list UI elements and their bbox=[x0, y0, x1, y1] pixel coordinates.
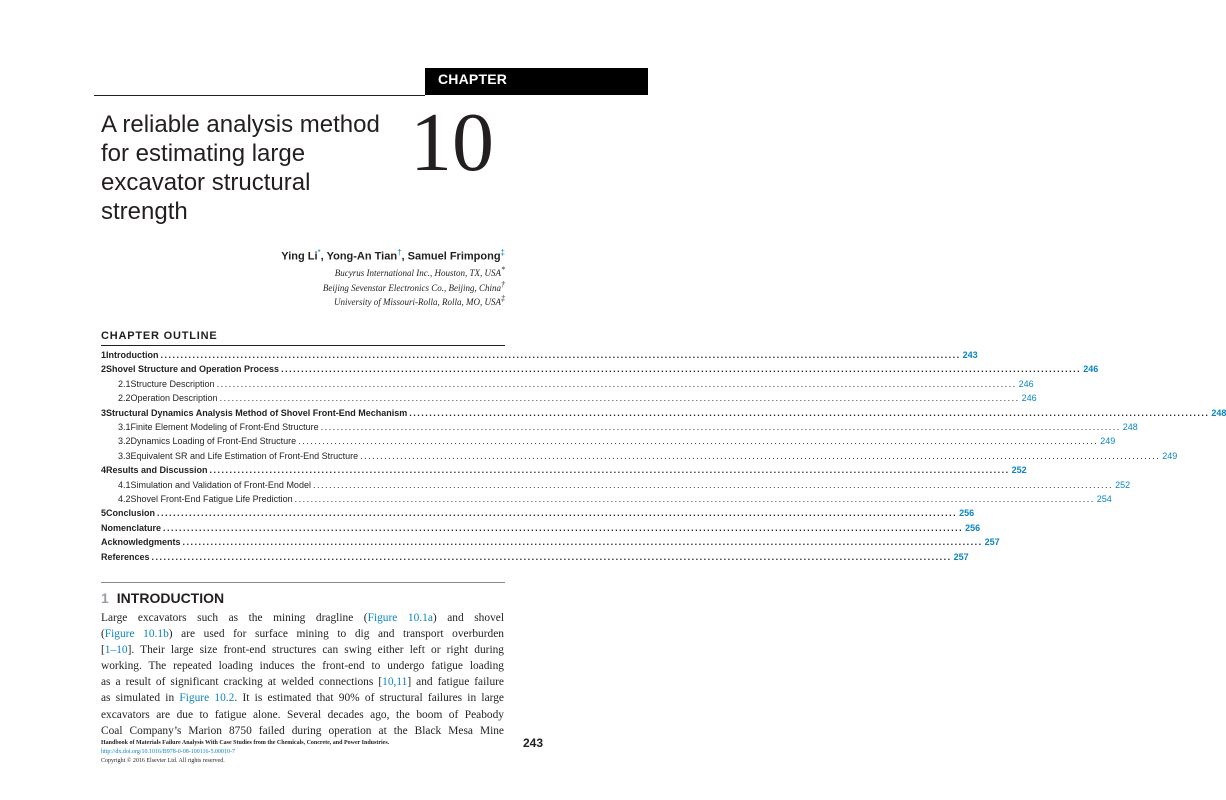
toc-page-link[interactable]: 257 bbox=[984, 537, 1000, 548]
title-line: excavator structural bbox=[101, 169, 311, 196]
title-line: strength bbox=[101, 198, 188, 225]
chapter-number: 10 bbox=[410, 96, 494, 189]
paragraph-line: Coal Company’s Marion 8750 failed during operation at the Black Mesa Mine bbox=[101, 724, 504, 737]
citation-link[interactable]: 1–10 bbox=[104, 644, 128, 657]
citation-link[interactable]: 10,11 bbox=[382, 676, 408, 689]
citation-link[interactable]: Figure 10.1b bbox=[104, 628, 169, 641]
toc-page-link[interactable]: 248 bbox=[1122, 422, 1138, 432]
author-name[interactable]: Samuel Frimpong bbox=[407, 250, 501, 263]
paragraph-line: as simulated in Figure 10.2. It is estimated that 90% of structural failures in large bbox=[101, 692, 504, 705]
toc-label: References bbox=[101, 551, 150, 562]
author-list: Ying Li*, Yong-An Tian†, Samuel Frimpong‡ bbox=[281, 248, 505, 263]
toc-label: Acknowledgments bbox=[101, 537, 181, 548]
toc-leader: ........................................................................................................................................................................................................ bbox=[216, 378, 1017, 389]
toc-number: 3.3 bbox=[118, 450, 131, 461]
toc-page-link[interactable]: 249 bbox=[1162, 450, 1178, 461]
toc-label: Structure Description bbox=[130, 378, 215, 389]
toc-leader: ........................................................................................................................................................................................................ bbox=[157, 508, 958, 519]
chapter-title bbox=[101, 110, 406, 226]
toc-number: 4.2 bbox=[118, 494, 131, 504]
affiliation: Bucyrus International Inc., Houston, TX, USA* bbox=[334, 265, 505, 278]
citation-link[interactable]: Figure 10.2 bbox=[179, 692, 235, 705]
toc-leader: ........................................................................................................................................................................................................ bbox=[151, 551, 952, 562]
toc-label: Equivalent SR and Life Estimation of Front-End Structure bbox=[130, 450, 359, 461]
paragraph-line: as a result of significant cracking at welded connections [10,11] and fatigue failure bbox=[101, 676, 504, 689]
toc-leader: ........................................................................................................................................................................................................ bbox=[294, 494, 1095, 504]
toc-label: Operation Description bbox=[130, 393, 218, 404]
toc-number: 2 bbox=[101, 364, 107, 375]
toc-page-link[interactable]: 243 bbox=[962, 350, 978, 360]
toc-leader: ........................................................................................................................................................................................................ bbox=[182, 537, 983, 548]
toc-label: Shovel Front-End Fatigue Life Prediction bbox=[130, 494, 293, 504]
toc-leader: ........................................................................................................................................................................................................ bbox=[320, 422, 1121, 432]
toc-entry[interactable] bbox=[101, 422, 1138, 436]
author-name[interactable]: Yong-An Tian bbox=[326, 250, 398, 263]
title-line: for estimating large bbox=[101, 140, 306, 167]
chapter-label: CHAPTER bbox=[438, 71, 508, 87]
toc-page-link[interactable]: 248 bbox=[1211, 407, 1226, 418]
footer-doi-link[interactable]: http://dx.doi.org/10.1016/B978-0-08-100116-5.00010-7 bbox=[101, 749, 235, 755]
toc-entry[interactable] bbox=[101, 537, 1000, 551]
toc-leader: ........................................................................................................................................................................................................ bbox=[409, 407, 1210, 418]
toc-label: Finite Element Modeling of Front-End Structure bbox=[130, 422, 319, 432]
paragraph-line: Large excavators such as the mining dragline (Figure 10.1a) and shovel bbox=[101, 612, 504, 624]
toc-number: 3.1 bbox=[118, 422, 131, 432]
toc-page-link[interactable]: 252 bbox=[1115, 479, 1131, 490]
body-paragraph bbox=[101, 610, 504, 739]
toc-entry[interactable] bbox=[101, 479, 1131, 494]
toc-page-link[interactable]: 256 bbox=[965, 522, 981, 533]
section-title: INTRODUCTION bbox=[116, 590, 225, 606]
toc-page-link[interactable]: 256 bbox=[959, 508, 975, 519]
citation-link[interactable]: Figure 10.1a bbox=[367, 612, 433, 624]
outline-heading: CHAPTER OUTLINE bbox=[101, 330, 218, 342]
paragraph-line: [1–10]. Their large size front-end structures can swing either left or right during bbox=[101, 644, 504, 657]
toc-number: 3 bbox=[101, 407, 107, 418]
toc-entry[interactable] bbox=[101, 378, 1034, 393]
toc-leader: ........................................................................................................................................................................................................ bbox=[281, 364, 1082, 375]
author-mark: ‡ bbox=[500, 248, 505, 257]
author-name[interactable]: Ying Li bbox=[281, 250, 318, 263]
toc-page-link[interactable]: 246 bbox=[1021, 393, 1037, 404]
affiliation: University of Missouri-Rolla, Rolla, MO, USA‡ bbox=[334, 294, 505, 307]
toc-label: Conclusion bbox=[106, 508, 156, 519]
toc-page-link[interactable]: 254 bbox=[1096, 494, 1112, 504]
toc-page-link[interactable]: 249 bbox=[1100, 436, 1116, 447]
author-mark: † bbox=[397, 248, 402, 257]
toc-page-link[interactable]: 246 bbox=[1018, 378, 1034, 389]
footer-book-title: Handbook of Materials Failure Analysis With Case Studies from the Chemicals, Concrete, and Power Industries. bbox=[101, 740, 390, 746]
header-rule bbox=[94, 95, 425, 96]
toc-number: 5 bbox=[101, 508, 107, 519]
toc-leader: ........................................................................................................................................................................................................ bbox=[219, 393, 1020, 404]
toc-label: Results and Discussion bbox=[106, 465, 208, 476]
toc-label: Shovel Structure and Operation Process bbox=[106, 364, 280, 375]
toc-label: Structural Dynamics Analysis Method of Shovel Front-End Mechanism bbox=[106, 407, 408, 418]
toc-entry[interactable] bbox=[101, 450, 1178, 465]
toc-label: Simulation and Validation of Front-End Model bbox=[130, 479, 311, 490]
section-rule bbox=[101, 582, 505, 583]
toc-page-link[interactable]: 257 bbox=[953, 551, 969, 562]
section-heading bbox=[101, 590, 224, 606]
paragraph-line: excavators are due to fatigue alone. Several decades ago, the boom of Peabody bbox=[101, 708, 504, 721]
toc-number: 4 bbox=[101, 465, 107, 476]
outline-rule bbox=[101, 345, 505, 346]
toc-leader: ........................................................................................................................................................................................................ bbox=[209, 465, 1010, 476]
toc-page-link[interactable]: 246 bbox=[1083, 364, 1099, 375]
toc-leader: ........................................................................................................................................................................................................ bbox=[160, 350, 961, 360]
toc-leader: ........................................................................................................................................................................................................ bbox=[312, 479, 1114, 490]
toc-leader: ........................................................................................................................................................................................................ bbox=[298, 436, 1099, 447]
toc-entry[interactable] bbox=[101, 465, 1027, 479]
toc-number: 2.2 bbox=[118, 393, 131, 404]
toc-number: 1 bbox=[101, 350, 107, 360]
title-line: A reliable analysis method bbox=[101, 111, 380, 138]
toc-label: Dynamics Loading of Front-End Structure bbox=[130, 436, 297, 447]
toc-entry[interactable] bbox=[101, 522, 981, 537]
toc-number: 2.1 bbox=[118, 378, 131, 389]
author-mark: * bbox=[317, 248, 321, 257]
page-number: 243 bbox=[523, 736, 544, 750]
section-number: 1 bbox=[101, 590, 109, 606]
toc-label: Nomenclature bbox=[101, 522, 162, 533]
toc-entry[interactable] bbox=[101, 393, 1037, 407]
toc-entry[interactable] bbox=[101, 551, 969, 566]
toc-number: 3.2 bbox=[118, 436, 131, 447]
toc-entry[interactable] bbox=[101, 508, 975, 522]
toc-entry[interactable] bbox=[101, 350, 978, 364]
paragraph-line: working. The repeated loading induces the front-end to undergo fatigue loading bbox=[101, 660, 504, 673]
toc-leader: ........................................................................................................................................................................................................ bbox=[163, 522, 964, 533]
footer-copyright: Copyright © 2016 Elsevier Ltd. All rights reserved. bbox=[101, 758, 225, 764]
paragraph-line: (Figure 10.1b) are used for surface mining to dig and transport overburden bbox=[101, 628, 504, 641]
toc-number: 4.1 bbox=[118, 479, 131, 490]
toc-label: Introduction bbox=[106, 350, 159, 360]
toc-entry[interactable] bbox=[101, 494, 1112, 508]
toc-entry[interactable] bbox=[101, 407, 1226, 422]
toc-entry[interactable] bbox=[101, 436, 1116, 450]
toc-leader: ........................................................................................................................................................................................................ bbox=[360, 450, 1161, 461]
toc-page-link[interactable]: 252 bbox=[1011, 465, 1027, 476]
affiliation: Beijing Sevenstar Electronics Co., Beijing, China† bbox=[322, 280, 505, 293]
toc-entry[interactable] bbox=[101, 364, 1099, 378]
